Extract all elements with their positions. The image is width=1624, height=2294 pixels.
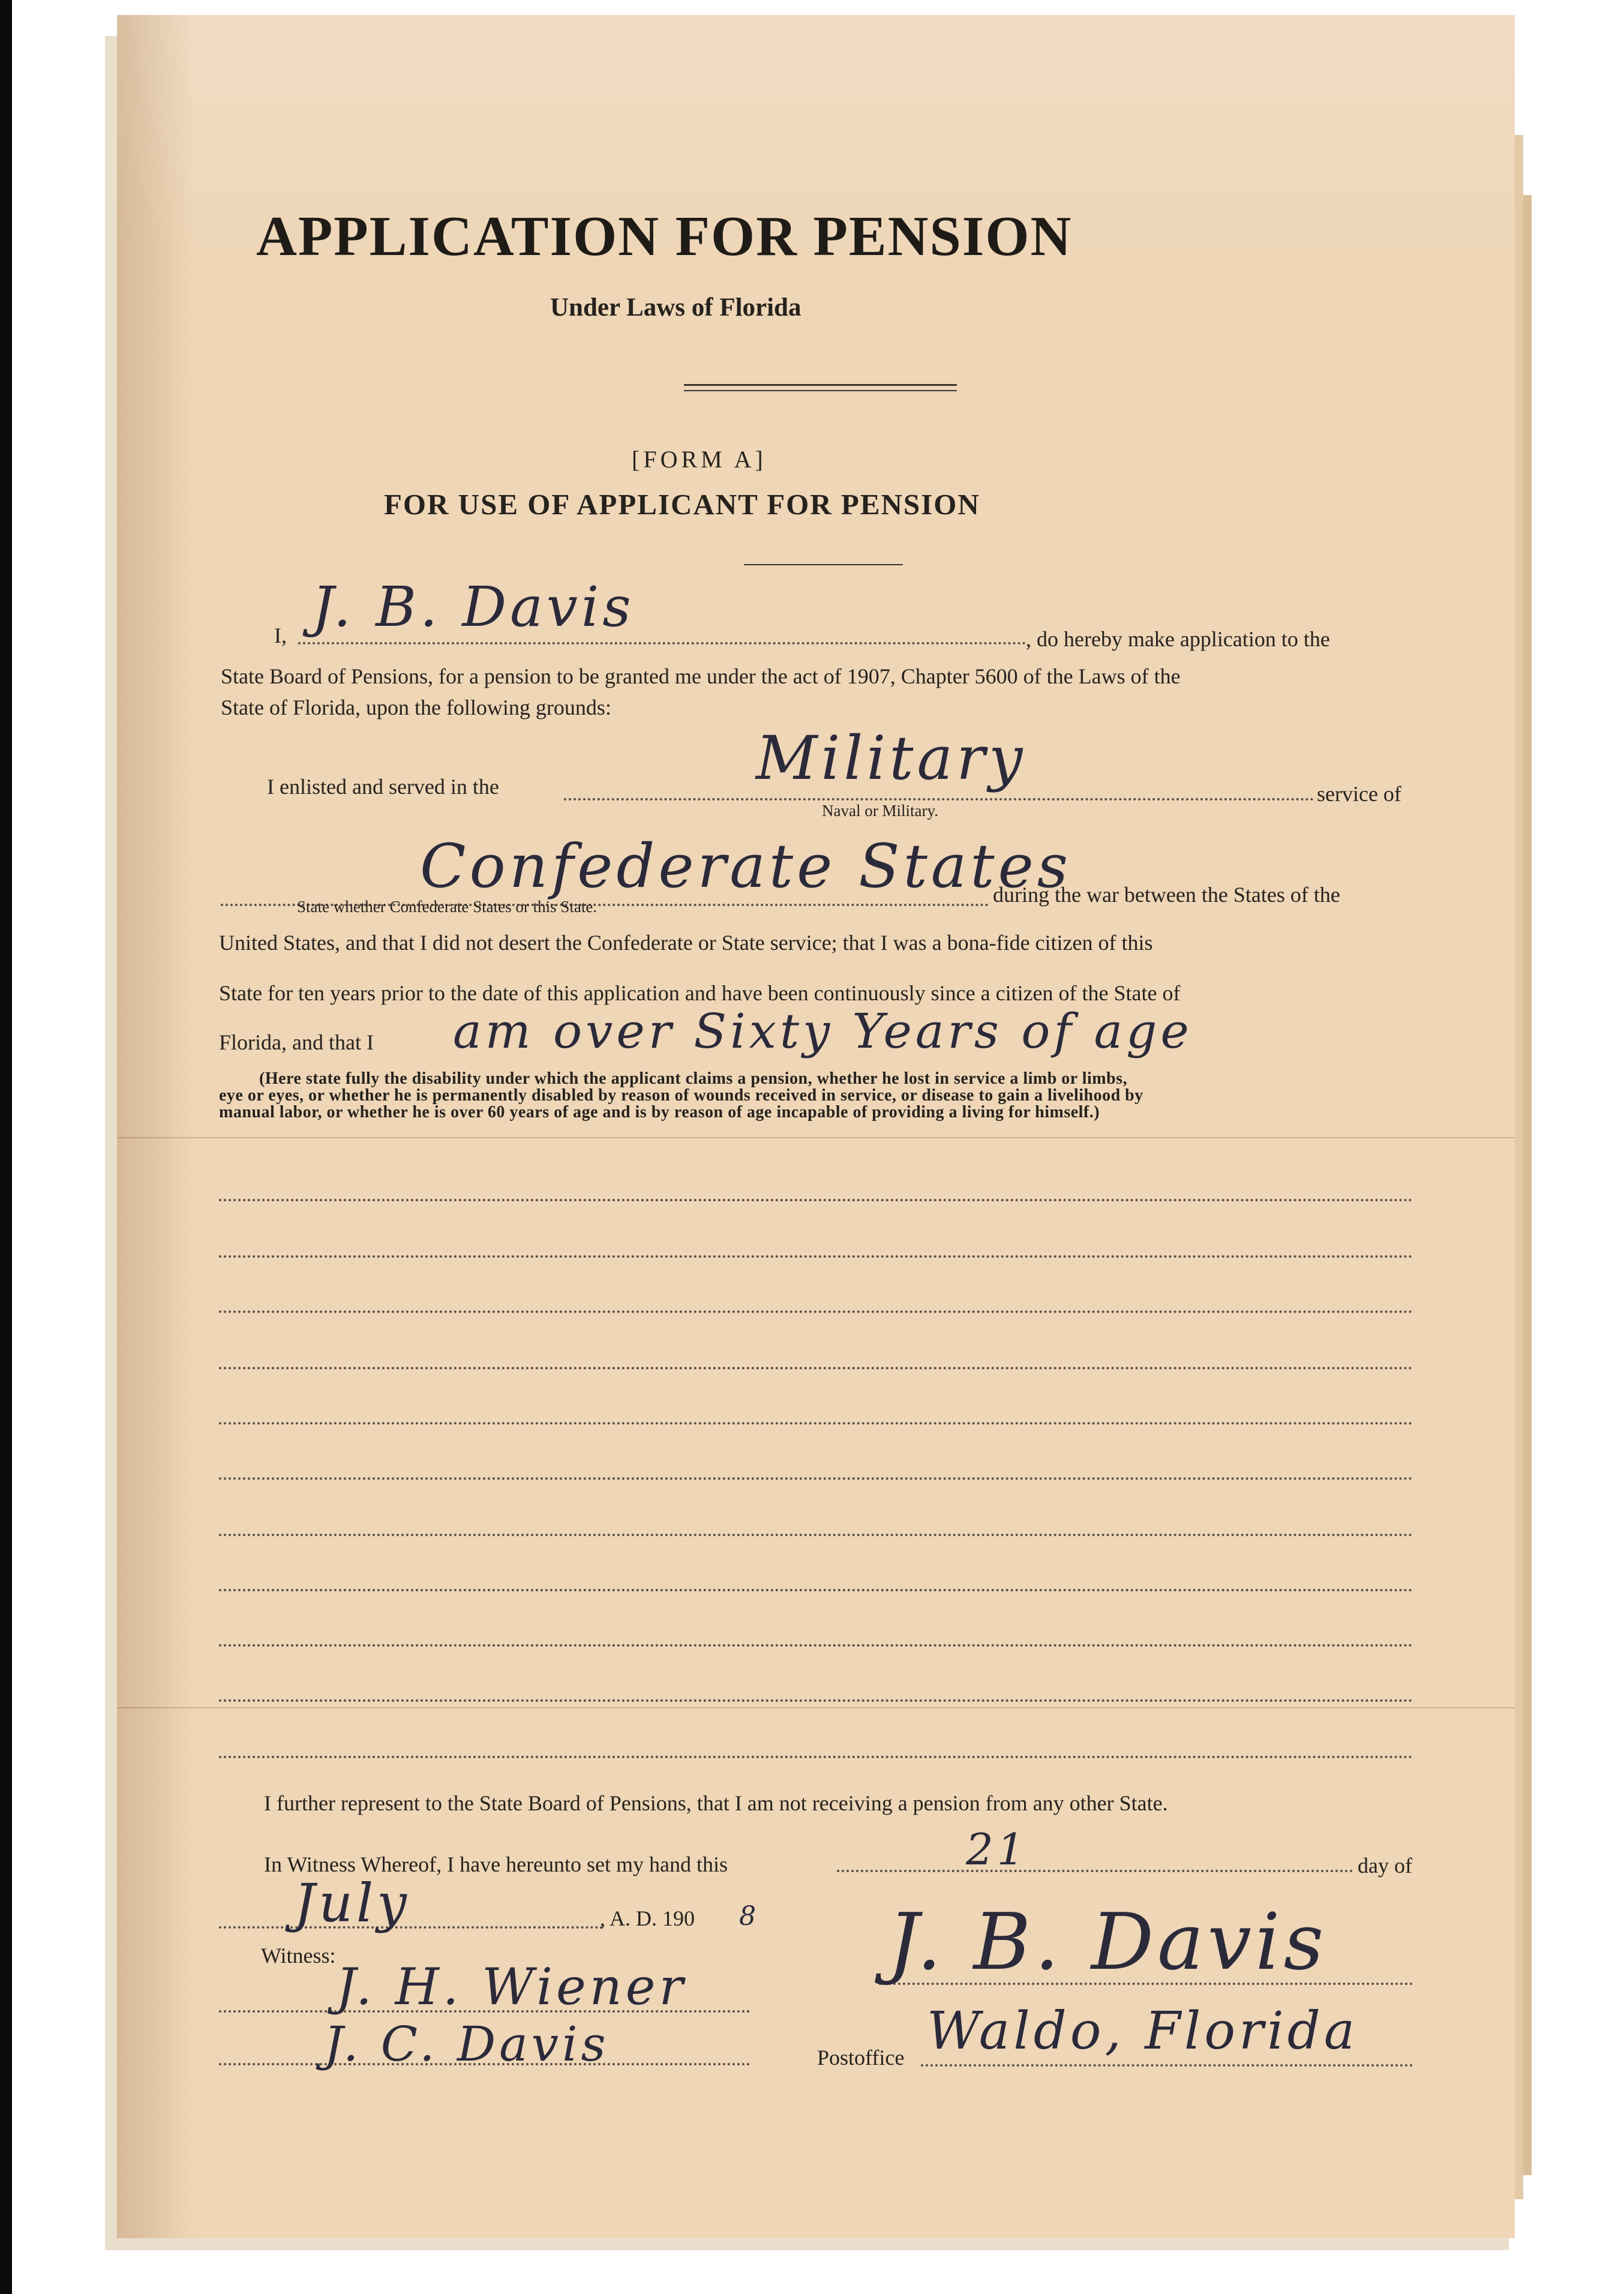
service-side: Confederate States — [420, 831, 1072, 901]
name-blank — [298, 642, 1026, 644]
day-value: 21 — [966, 1824, 1028, 1875]
para-text: State Board of Pensions, for a pension to be granted me under the act of 1907, Chapter 5600 of the Laws of the — [221, 664, 1181, 688]
para-text: State of Florida, upon the following grounds: — [221, 695, 611, 719]
blank-line — [219, 1199, 1413, 1201]
witness-signature-2: J. C. Davis — [324, 2016, 610, 2072]
section-heading: FOR USE OF APPLICANT FOR PENSION — [384, 488, 980, 521]
postoffice-label: Postoffice — [817, 2046, 905, 2070]
blank-line — [219, 1477, 1413, 1480]
field-hint: State whether Confederate States or this State. — [297, 898, 598, 916]
lead-text: I, — [274, 623, 287, 647]
month-blank — [219, 1926, 603, 1929]
form-title: APPLICATION FOR PENSION — [256, 205, 1073, 268]
blank-line — [219, 1589, 1413, 1591]
para-text: I further represent to the State Board of Pensions, that I am not receiving a pension from any other State. — [264, 1791, 1168, 1815]
divider — [684, 384, 957, 386]
form-tag: [FORM A] — [632, 446, 767, 473]
divider — [744, 564, 903, 565]
fold-crease — [117, 1137, 1515, 1138]
witness-signature-1: J. H. Wiener — [336, 1957, 687, 2016]
para-text: I enlisted and served in the — [267, 775, 499, 799]
scan-border — [0, 0, 12, 2294]
para-text: service of — [1317, 782, 1401, 806]
instructions-text: (Here state fully the disability under which the applicant claims a pension, whether he lost in service a limb or limbs, — [259, 1069, 1128, 1088]
applicant-name: J. B. Davis — [312, 575, 635, 639]
blank-line — [219, 1255, 1413, 1258]
postoffice-blank — [921, 2064, 1413, 2067]
page-edge — [1523, 195, 1532, 2175]
month-value: July — [294, 1872, 410, 1934]
blank-line — [219, 1756, 1413, 1758]
form-subtitle: Under Laws of Florida — [550, 293, 802, 322]
blank-line — [219, 1534, 1413, 1536]
branch-blank — [564, 798, 1314, 800]
para-text: day of — [1358, 1854, 1412, 1878]
year-label: , A. D. 190 — [600, 1906, 695, 1930]
field-hint: Naval or Military. — [822, 802, 938, 820]
blank-line — [219, 1367, 1413, 1369]
para-text: In Witness Whereof, I have hereunto set my hand this — [264, 1852, 728, 1876]
postoffice-value: Waldo, Florida — [927, 2001, 1359, 2061]
fold-crease — [117, 1707, 1515, 1708]
service-branch: Military — [756, 723, 1026, 793]
para-text: during the war between the States of the — [993, 883, 1340, 907]
para-text: Florida, and that I — [219, 1030, 374, 1054]
year-value: 8 — [739, 1901, 756, 1932]
applicant-signature: J. B. Davis — [888, 1896, 1328, 1987]
blank-line — [219, 1699, 1413, 1702]
day-blank — [837, 1870, 1353, 1872]
para-text: State for ten years prior to the date of this application and have been continuously since a citizen of the State of — [219, 981, 1181, 1005]
witness-label: Witness: — [261, 1944, 336, 1968]
page-edge — [1515, 135, 1523, 2199]
instructions-text: eye or eyes, or whether he is permanently disabled by reason of wounds received in service, or disease to gain a livelihood by — [219, 1086, 1143, 1105]
para-text: , do hereby make application to the — [1026, 627, 1330, 651]
blank-line — [219, 1422, 1413, 1425]
disability-statement: am over Sixty Years of age — [453, 1003, 1193, 1059]
instructions-text: manual labor, or whether he is over 60 years of age and is by reason of age incapable of providing a living for himself.) — [219, 1103, 1100, 1121]
divider — [684, 390, 957, 391]
para-text: United States, and that I did not desert the Confederate or State service; that I was a bona-fide citizen of this — [219, 931, 1153, 955]
blank-line — [219, 1311, 1413, 1313]
blank-line — [219, 1644, 1413, 1647]
